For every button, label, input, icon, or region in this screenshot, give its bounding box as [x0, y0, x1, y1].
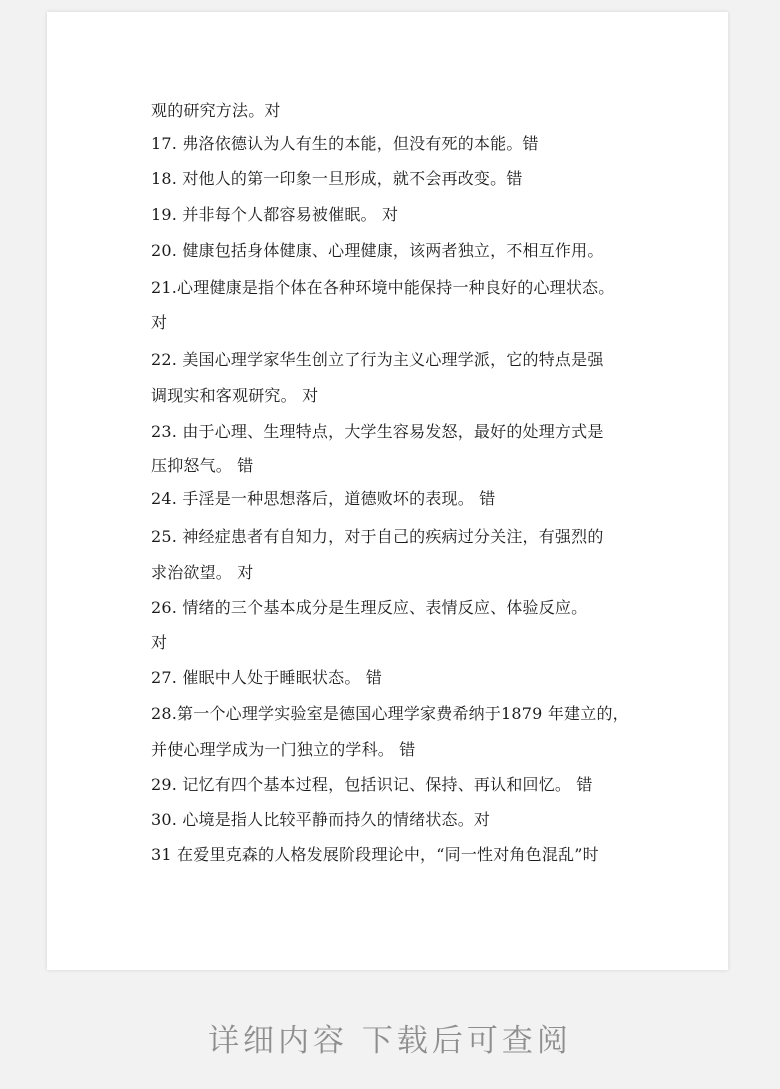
text-line: 求治欲望。 对	[151, 563, 254, 582]
text-line: 压抑怒气。 错	[151, 456, 254, 475]
text-line: 26. 情绪的三个基本成分是生理反应、表情反应、体验反应。	[151, 598, 588, 617]
text-line: 观的研究方法。对	[151, 101, 281, 120]
text-line: 并使心理学成为一门独立的学科。 错	[151, 740, 416, 759]
text-line: 19. 并非每个人都容易被催眠。 对	[151, 205, 399, 224]
text-line: 对	[151, 633, 168, 652]
text-line: 28.第一个心理学实验室是德国心理学家费希纳于1879 年建立的，	[151, 704, 629, 723]
text-line: 20. 健康包括身体健康、心理健康，该两者独立，不相互作用。	[151, 241, 604, 260]
text-line: 25. 神经症患者有自知力，对于自己的疾病过分关注，有强烈的	[151, 527, 604, 546]
text-line: 23. 由于心理、生理特点，大学生容易发怒，最好的处理方式是	[151, 422, 604, 441]
view-details-caption: 详细内容 下载后可查阅	[208, 1023, 572, 1059]
text-line: 调现实和客观研究。 对	[151, 386, 319, 405]
text-line: 21.心理健康是指个体在各种环境中能保持一种良好的心理状态。	[151, 278, 615, 297]
text-line: 30. 心境是指人比较平静而持久的情绪状态。对	[151, 810, 491, 829]
text-line: 29. 记忆有四个基本过程，包括识记、保持、再认和回忆。 错	[151, 775, 593, 794]
document-page	[47, 12, 728, 970]
text-line: 31 在爱里克森的人格发展阶段理论中，“同一性对角色混乱”时	[151, 845, 599, 864]
text-line: 24. 手淫是一种思想落后，道德败坏的表现。 错	[151, 489, 496, 508]
text-line: 18. 对他人的第一印象一旦形成，就不会再改变。错	[151, 169, 523, 188]
text-line: 对	[151, 313, 168, 332]
text-line: 22. 美国心理学家华生创立了行为主义心理学派，它的特点是强	[151, 350, 604, 369]
text-line: 27. 催眠中人处于睡眠状态。 错	[151, 668, 383, 687]
text-line: 17. 弗洛依德认为人有生的本能，但没有死的本能。错	[151, 134, 539, 153]
